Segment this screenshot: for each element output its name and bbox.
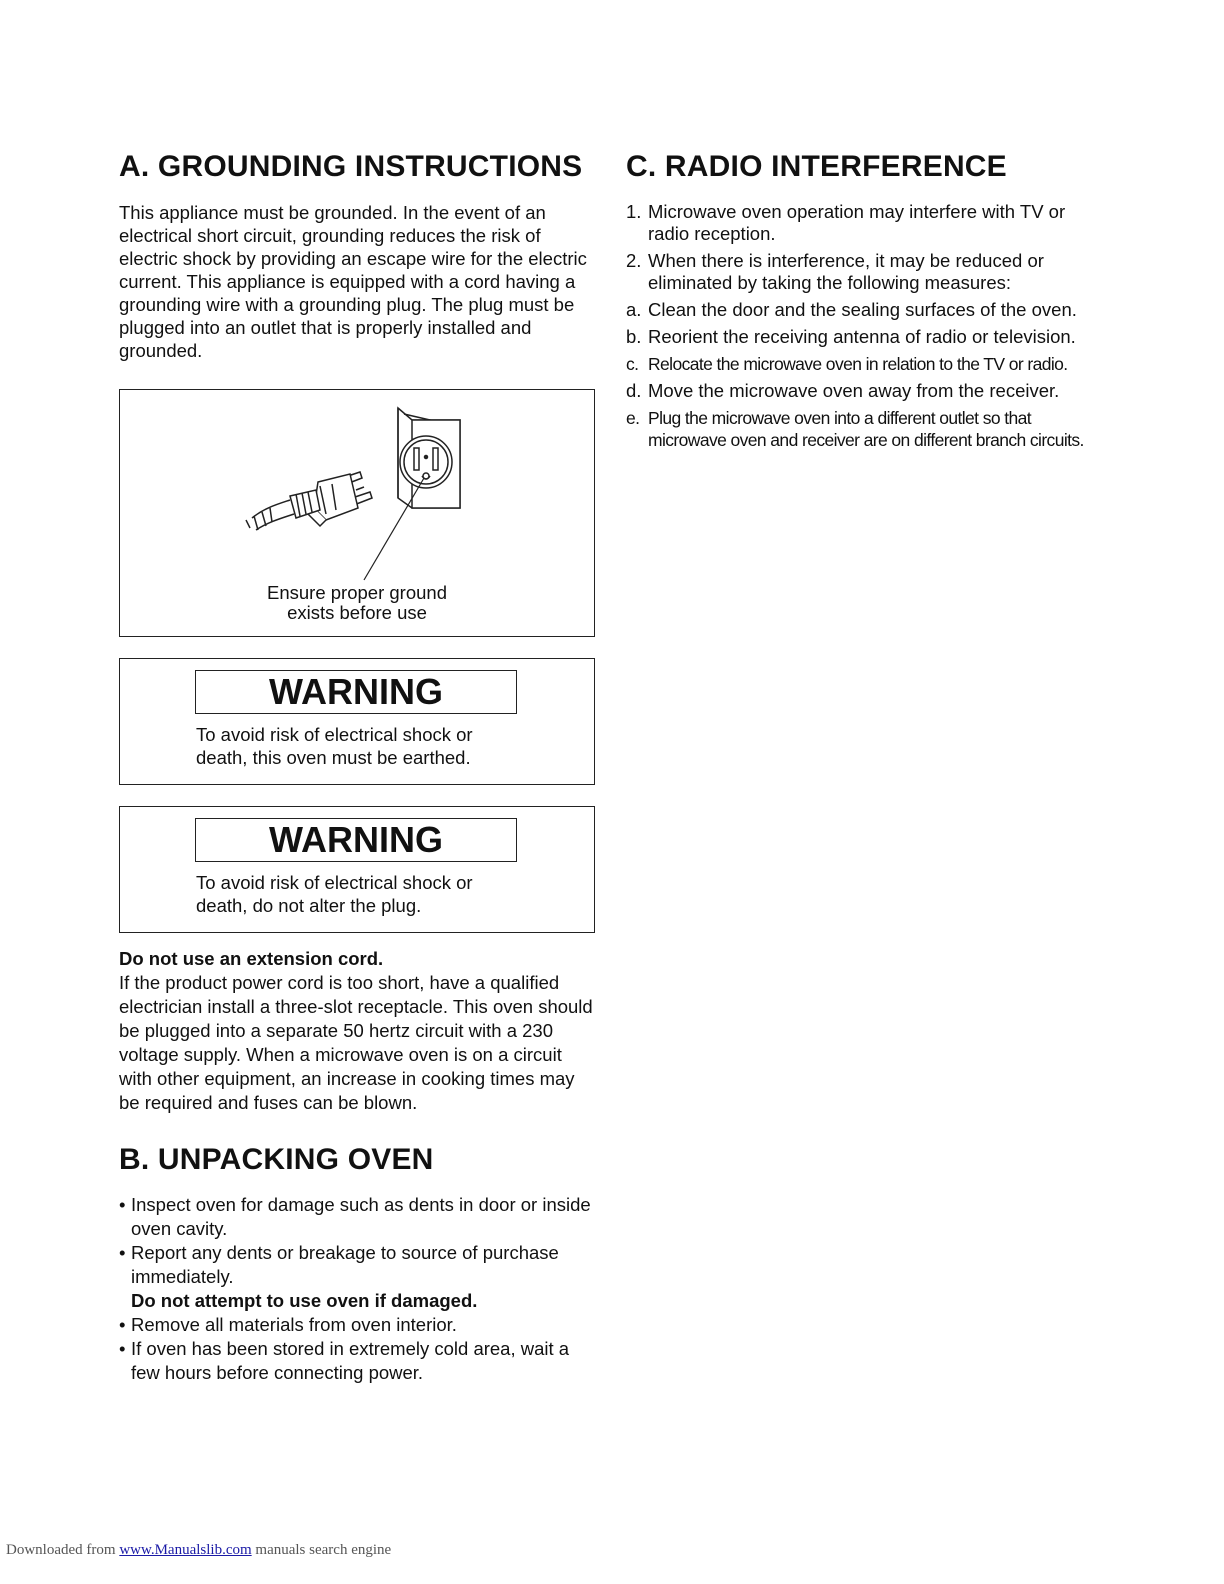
figure-caption-line2: exists before use bbox=[287, 601, 427, 623]
list-marker: 2. bbox=[626, 249, 642, 271]
list-item bbox=[626, 353, 1106, 375]
list-marker: 1. bbox=[626, 200, 642, 222]
warning-box-earthed bbox=[119, 658, 595, 785]
plug-icon bbox=[246, 472, 372, 530]
list-item-text: Remove all materials from oven interior. bbox=[131, 1314, 457, 1335]
section-b bbox=[119, 1143, 595, 1386]
figure-caption-line1: Ensure proper ground bbox=[267, 581, 447, 603]
warning-title: WARNING bbox=[195, 670, 517, 714]
warning-text-line1: To avoid risk of electrical shock or bbox=[196, 723, 473, 745]
list-item-text: Relocate the microwave oven in relation to the TV or radio. bbox=[648, 353, 1068, 374]
left-column bbox=[119, 150, 595, 1385]
unpacking-list bbox=[119, 1193, 595, 1289]
damage-warning-note: Do not attempt to use oven if damaged. bbox=[131, 1290, 478, 1311]
list-item-text: When there is interference, it may be reduced or eliminated by taking the following measures: bbox=[648, 249, 1044, 293]
warning-text-line2: death, do not alter the plug. bbox=[196, 894, 422, 916]
list-marker: d. bbox=[626, 379, 642, 401]
list-marker: e. bbox=[626, 407, 640, 428]
list-item bbox=[626, 299, 1106, 321]
warning-title: WARNING bbox=[195, 818, 517, 862]
section-a-title: A. GROUNDING INSTRUCTIONS bbox=[119, 150, 583, 183]
warning-box-plug bbox=[119, 806, 595, 933]
leader-line bbox=[364, 478, 424, 580]
list-item bbox=[626, 201, 1106, 245]
list-item bbox=[626, 250, 1106, 294]
bullet-icon: • bbox=[119, 1314, 126, 1335]
wall-outlet-icon bbox=[398, 408, 460, 508]
list-item-text: Microwave oven operation may interfere with TV or radio reception. bbox=[648, 200, 1066, 244]
section-b-title: B. UNPACKING OVEN bbox=[119, 1142, 434, 1176]
grounding-figure bbox=[119, 389, 595, 637]
manualslib-link[interactable]: www.Manualslib.com bbox=[119, 1542, 252, 1558]
section-c-title: C. RADIO INTERFERENCE bbox=[626, 150, 1007, 183]
warning-text-line1: To avoid risk of electrical shock or bbox=[196, 871, 473, 893]
list-item-text: If oven has been stored in extremely cold area, wait a few hours before connecting power. bbox=[131, 1338, 570, 1383]
warning-text bbox=[196, 723, 576, 769]
unpacking-list-continued bbox=[119, 1313, 595, 1385]
interference-list bbox=[626, 201, 1106, 451]
bullet-icon: • bbox=[119, 1242, 126, 1263]
footer-suffix: manuals search engine bbox=[255, 1542, 392, 1558]
figure-caption bbox=[120, 583, 594, 623]
list-item bbox=[119, 1193, 595, 1241]
list-marker: b. bbox=[626, 325, 642, 347]
list-marker: a. bbox=[626, 298, 642, 320]
list-item-text: Move the microwave oven away from the receiver. bbox=[648, 379, 1060, 401]
warning-text bbox=[196, 871, 576, 917]
bullet-icon: • bbox=[119, 1194, 126, 1215]
list-item bbox=[626, 407, 1106, 451]
list-item bbox=[119, 1313, 595, 1337]
list-item bbox=[119, 1337, 595, 1385]
list-item-text: Report any dents or breakage to source of purchase immediately. bbox=[131, 1242, 559, 1287]
section-a-body: This appliance must be grounded. In the event of an electrical short circuit, grounding reduces the risk of electric shock by providing an escape wire for the electric current. This appliance is equipped with a cord having a grounding wire with a grounding plug. The plug must be plugged into an outlet that is properly installed and grounded. bbox=[119, 201, 587, 361]
extension-cord-body: If the product power cord is too short, have a qualified electrician install a three-slot receptacle. This oven should be plugged into a separate 50 hertz circuit with a 230 voltage supply. When a microwave oven is on a circuit with other equipment, an increase in cooking times may be required and fuses can be blown. bbox=[119, 971, 593, 1113]
list-item bbox=[626, 326, 1106, 348]
list-item bbox=[626, 380, 1106, 402]
list-item-text: Clean the door and the sealing surfaces of the oven. bbox=[648, 298, 1077, 320]
footer bbox=[6, 1542, 391, 1559]
list-marker: c. bbox=[626, 353, 639, 374]
right-column bbox=[626, 150, 1106, 456]
list-item bbox=[119, 1241, 595, 1289]
warning-text-line2: death, this oven must be earthed. bbox=[196, 746, 471, 768]
list-item-text: Plug the microwave oven into a different outlet so that microwave oven and receiver are on different branch circuits. bbox=[648, 407, 1084, 450]
list-item-text: Reorient the receiving antenna of radio or television. bbox=[648, 325, 1076, 347]
bullet-icon: • bbox=[119, 1338, 126, 1359]
footer-prefix: Downloaded from bbox=[6, 1542, 116, 1558]
list-item-text: Inspect oven for damage such as dents in door or inside oven cavity. bbox=[131, 1194, 591, 1239]
extension-cord-heading: Do not use an extension cord. bbox=[119, 947, 384, 969]
